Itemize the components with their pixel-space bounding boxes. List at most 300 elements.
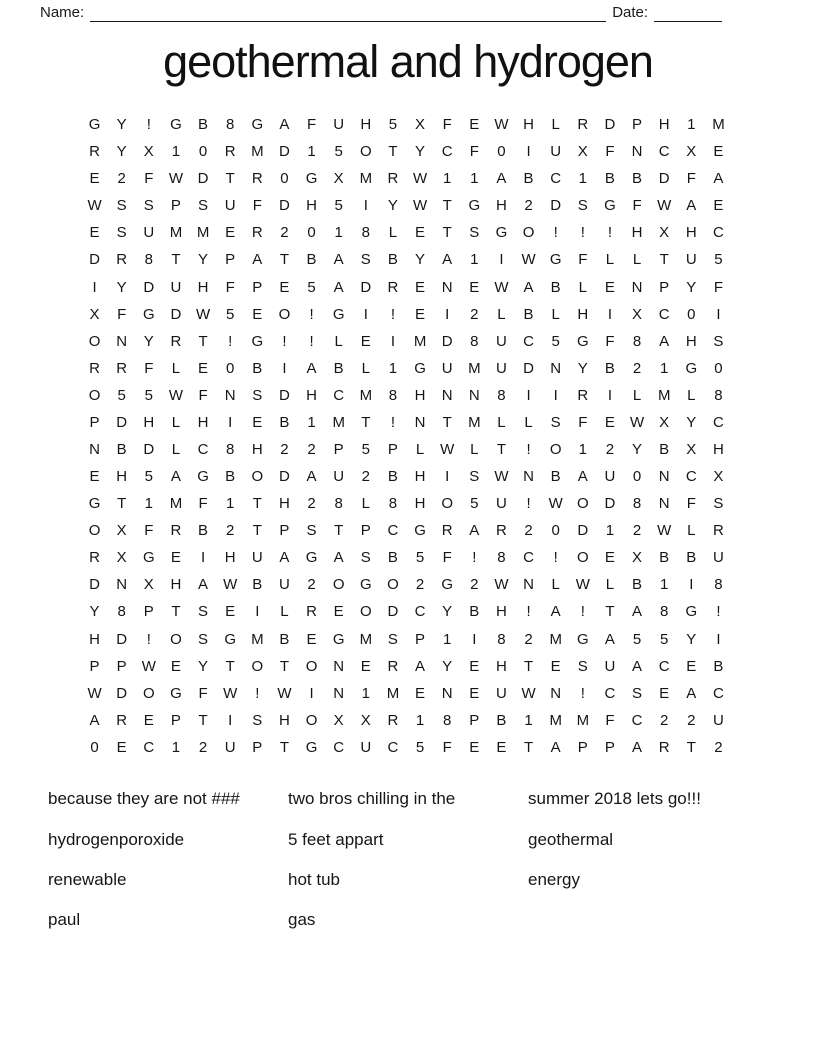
grid-cell: T xyxy=(523,738,534,756)
grid-cell: O xyxy=(251,657,264,675)
grid-cell: 8 xyxy=(632,495,642,513)
grid-cell: Y xyxy=(198,657,209,675)
grid-cell: R xyxy=(170,332,182,350)
grid-cell: O xyxy=(522,224,535,242)
grid-cell: F xyxy=(144,359,154,377)
grid-cell: 2 xyxy=(660,711,669,729)
grid-cell: 8 xyxy=(714,576,723,594)
grid-cell: 2 xyxy=(524,197,533,215)
grid-cell: D xyxy=(441,332,453,350)
grid-cell: R xyxy=(387,711,399,729)
grid-cell: D xyxy=(279,143,290,161)
grid-cell: I xyxy=(716,630,721,648)
grid-cell: X xyxy=(143,576,154,594)
grid-cell: ! xyxy=(390,413,396,431)
grid-cell: A xyxy=(469,522,480,540)
grid-cell: I xyxy=(716,305,721,323)
grid-cell: A xyxy=(523,278,534,296)
grid-cell: U xyxy=(441,359,453,377)
grid-cell: X xyxy=(116,522,127,540)
grid-cell: U xyxy=(713,549,724,567)
grid-cell: T xyxy=(279,738,290,756)
grid-cell: B xyxy=(116,440,127,458)
grid-cell: R xyxy=(306,603,317,621)
grid-cell: L xyxy=(171,440,181,458)
grid-cell: X xyxy=(360,711,371,729)
grid-cell: 1 xyxy=(171,143,181,161)
grid-cell: L xyxy=(361,359,370,377)
grid-cell: 2 xyxy=(361,468,370,486)
grid-cell: D xyxy=(143,440,155,458)
grid-cell: F xyxy=(144,170,154,188)
grid-cell: F xyxy=(306,116,317,134)
grid-cell: S xyxy=(116,224,127,242)
grid-cell: S xyxy=(306,522,317,540)
grid-cell: N xyxy=(468,386,480,404)
grid-cell: M xyxy=(386,684,400,702)
grid-cell: A xyxy=(415,657,426,675)
grid-cell: U xyxy=(550,143,562,161)
grid-cell: H xyxy=(197,278,209,296)
grid-cell: 5 xyxy=(226,305,235,323)
grid-cell: W xyxy=(521,684,536,702)
grid-cell: B xyxy=(713,657,724,675)
grid-cell: E xyxy=(225,603,236,621)
grid-cell: X xyxy=(415,116,426,134)
grid-cell: W xyxy=(223,684,238,702)
grid-cell: A xyxy=(333,549,344,567)
grid-cell: S xyxy=(713,495,724,513)
grid-cell: B xyxy=(604,359,615,377)
grid-cell: ! xyxy=(716,603,721,621)
grid-cell: P xyxy=(577,738,588,756)
grid-cell: 2 xyxy=(687,711,696,729)
grid-cell: 0 xyxy=(226,359,235,377)
grid-cell: 1 xyxy=(687,116,696,134)
grid-cell: 5 xyxy=(415,549,425,567)
grid-cell: Y xyxy=(116,143,127,161)
grid-cell: D xyxy=(279,386,290,404)
grid-cell: P xyxy=(170,711,181,729)
grid-cell: I xyxy=(200,549,206,567)
grid-cell: E xyxy=(469,278,480,296)
grid-cell: R xyxy=(658,738,670,756)
grid-cell: ! xyxy=(580,603,585,621)
grid-cell: H xyxy=(143,413,155,431)
grid-cell: S xyxy=(469,468,480,486)
grid-cell: P xyxy=(143,603,154,621)
grid-cell: A xyxy=(333,251,344,269)
grid-cell: A xyxy=(686,197,697,215)
grid-cell: 2 xyxy=(632,359,642,377)
grid-cell: W xyxy=(168,170,184,188)
grid-cell: I xyxy=(499,251,504,269)
grid-cell: G xyxy=(495,224,508,242)
grid-cell: F xyxy=(605,332,615,350)
grid-cell: 1 xyxy=(307,143,316,161)
grid-cell: 1 xyxy=(605,522,615,540)
grid-cell: E xyxy=(279,278,290,296)
grid-cell: I xyxy=(228,413,233,431)
grid-cell: N xyxy=(414,413,426,431)
grid-cell: R xyxy=(116,711,128,729)
grid-cell: F xyxy=(198,386,208,404)
grid-cell: B xyxy=(306,251,317,269)
grid-cell: H xyxy=(251,440,263,458)
grid-cell: I xyxy=(390,332,396,350)
grid-cell: D xyxy=(279,197,290,215)
grid-cell: B xyxy=(198,116,209,134)
grid-cell: U xyxy=(685,251,697,269)
grid-cell: I xyxy=(526,386,531,404)
grid-cell: C xyxy=(387,738,399,756)
grid-cell: C xyxy=(658,143,670,161)
grid-cell: 5 xyxy=(551,332,560,350)
grid-cell: W xyxy=(548,495,563,513)
grid-cell: S xyxy=(360,549,371,567)
grid-cell: B xyxy=(632,170,643,188)
grid-cell: M xyxy=(169,495,183,513)
grid-cell: 1 xyxy=(443,170,452,188)
grid-cell: Y xyxy=(632,440,643,458)
grid-cell: Y xyxy=(686,630,697,648)
grid-cell: E xyxy=(225,224,236,242)
grid-cell: 1 xyxy=(578,440,587,458)
grid-cell: E xyxy=(415,305,426,323)
grid-cell: O xyxy=(359,143,372,161)
grid-cell: 2 xyxy=(307,440,316,458)
grid-cell: L xyxy=(687,386,696,404)
grid-cell: O xyxy=(88,332,101,350)
grid-cell: P xyxy=(89,657,100,675)
grid-cell: X xyxy=(333,170,344,188)
grid-cell: D xyxy=(197,170,209,188)
grid-cell: E xyxy=(469,116,480,134)
grid-cell: O xyxy=(170,630,182,648)
grid-cell: M xyxy=(169,224,183,242)
grid-cell: F xyxy=(198,495,208,513)
grid-cell: 5 xyxy=(714,251,723,269)
grid-cell: 8 xyxy=(443,711,452,729)
grid-cell: I xyxy=(607,305,613,323)
grid-cell: L xyxy=(497,413,506,431)
grid-cell: P xyxy=(252,278,263,296)
grid-cell: C xyxy=(387,522,399,540)
grid-cell: C xyxy=(414,603,426,621)
grid-cell: N xyxy=(550,684,562,702)
name-label: Name: xyxy=(40,4,85,21)
grid-cell: Y xyxy=(116,278,127,296)
grid-cell: 0 xyxy=(497,143,506,161)
grid-cell: ! xyxy=(526,440,531,458)
grid-cell: O xyxy=(441,495,454,513)
grid-cell: I xyxy=(282,359,287,377)
grid-cell: L xyxy=(551,116,560,134)
grid-cell: M xyxy=(576,711,590,729)
grid-cell: B xyxy=(659,549,670,567)
grid-cell: A xyxy=(632,603,643,621)
grid-cell: X xyxy=(632,305,643,323)
grid-cell: N xyxy=(523,576,534,594)
grid-cell: 2 xyxy=(198,738,208,756)
grid-cell: D xyxy=(170,305,182,323)
grid-cell: F xyxy=(225,278,235,296)
grid-cell: M xyxy=(359,630,373,648)
grid-cell: F xyxy=(117,305,127,323)
grid-cell: W xyxy=(494,468,509,486)
grid-cell: E xyxy=(604,278,615,296)
grid-cell: E xyxy=(550,657,561,675)
grid-cell: R xyxy=(577,386,589,404)
grid-cell: 8 xyxy=(117,603,126,621)
grid-cell: F xyxy=(442,116,452,134)
grid-cell: W xyxy=(277,684,292,702)
grid-cell: N xyxy=(333,657,345,675)
grid-cell: N xyxy=(116,332,128,350)
grid-cell: C xyxy=(685,468,697,486)
grid-cell: N xyxy=(333,684,345,702)
grid-cell: 0 xyxy=(551,522,560,540)
grid-cell: U xyxy=(224,197,236,215)
grid-cell: R xyxy=(387,657,399,675)
grid-cell: 0 xyxy=(714,359,723,377)
word-list-item: summer 2018 lets go!!! xyxy=(528,789,701,809)
grid-cell: M xyxy=(332,413,345,431)
grid-cell: M xyxy=(251,143,264,161)
grid-cell: A xyxy=(659,332,670,350)
word-list-item: hydrogenporoxide xyxy=(48,829,185,849)
grid-cell: N xyxy=(224,386,236,404)
grid-cell: Y xyxy=(442,603,453,621)
grid-cell: 5 xyxy=(307,278,316,296)
grid-cell: A xyxy=(577,468,588,486)
grid-cell: E xyxy=(469,684,480,702)
grid-cell: X xyxy=(577,143,588,161)
grid-cell: O xyxy=(549,440,562,458)
grid-cell: B xyxy=(550,278,561,296)
grid-cell: B xyxy=(469,603,480,621)
grid-cell: H xyxy=(279,711,290,729)
grid-cell: F xyxy=(198,684,208,702)
grid-cell: 1 xyxy=(388,359,398,377)
grid-cell: M xyxy=(657,386,671,404)
grid-cell: P xyxy=(225,251,236,269)
grid-cell: M xyxy=(359,386,373,404)
grid-cell: 5 xyxy=(388,116,398,134)
grid-cell: G xyxy=(197,468,209,486)
grid-cell: Y xyxy=(577,359,588,377)
word-list-item: two bros chilling in the xyxy=(288,789,456,809)
grid-cell: T xyxy=(198,332,208,350)
grid-cell: A xyxy=(89,711,100,729)
grid-cell: 1 xyxy=(470,251,479,269)
grid-cell: E xyxy=(604,413,615,431)
grid-cell: T xyxy=(523,657,534,675)
grid-cell: W xyxy=(141,657,156,675)
grid-cell: G xyxy=(604,197,616,215)
grid-cell: U xyxy=(224,738,236,756)
grid-cell: A xyxy=(632,657,643,675)
grid-cell: R xyxy=(116,251,128,269)
grid-cell: S xyxy=(577,657,588,675)
grid-cell: P xyxy=(252,738,263,756)
grid-cell: S xyxy=(360,251,371,269)
grid-cell: 8 xyxy=(497,549,506,567)
grid-cell: F xyxy=(469,143,479,161)
grid-cell: G xyxy=(359,576,372,594)
grid-cell: W xyxy=(87,684,102,702)
grid-cell: P xyxy=(279,522,290,540)
grid-cell: 1 xyxy=(226,495,235,513)
word-list-item: energy xyxy=(528,869,580,889)
grid-cell: U xyxy=(279,576,290,594)
grid-cell: D xyxy=(116,684,128,702)
grid-cell: S xyxy=(252,386,263,404)
grid-cell: E xyxy=(469,738,480,756)
grid-cell: S xyxy=(469,224,480,242)
grid-cell: E xyxy=(496,738,507,756)
grid-cell: N xyxy=(523,468,534,486)
grid-cell: U xyxy=(496,359,507,377)
grid-cell: ! xyxy=(580,224,585,242)
grid-cell: H xyxy=(360,116,372,134)
grid-cell: M xyxy=(549,711,562,729)
grid-cell: M xyxy=(468,413,481,431)
grid-cell: P xyxy=(333,440,344,458)
grid-cell: D xyxy=(604,116,616,134)
grid-cell: G xyxy=(576,332,589,350)
grid-cell: T xyxy=(117,495,127,513)
grid-cell: L xyxy=(280,603,289,621)
grid-cell: X xyxy=(143,143,154,161)
grid-cell: Y xyxy=(686,278,697,296)
grid-cell: H xyxy=(685,332,697,350)
grid-cell: L xyxy=(551,305,560,323)
grid-cell: L xyxy=(334,332,343,350)
grid-cell: R xyxy=(713,522,724,540)
grid-cell: C xyxy=(713,684,724,702)
grid-cell: G xyxy=(441,576,454,594)
grid-cell: 5 xyxy=(361,440,370,458)
grid-cell: X xyxy=(686,143,697,161)
grid-cell: P xyxy=(89,413,100,431)
grid-cell: B xyxy=(252,359,263,377)
grid-cell: H xyxy=(685,224,697,242)
grid-cell: 1 xyxy=(334,224,343,242)
grid-cell: U xyxy=(604,468,616,486)
grid-cell: L xyxy=(632,251,642,269)
grid-cell: G xyxy=(414,359,426,377)
grid-cell: I xyxy=(472,630,477,648)
grid-cell: 2 xyxy=(524,630,533,648)
grid-cell: Y xyxy=(89,603,100,621)
grid-cell: C xyxy=(713,413,724,431)
grid-cell: X xyxy=(659,224,670,242)
word-list-column xyxy=(48,779,288,941)
grid-cell: H xyxy=(197,413,209,431)
grid-cell: I xyxy=(363,197,368,215)
grid-cell: B xyxy=(686,549,697,567)
grid-cell: 5 xyxy=(470,495,479,513)
grid-cell: B xyxy=(225,468,236,486)
grid-cell: 1 xyxy=(524,711,533,729)
grid-cell: ! xyxy=(146,116,151,134)
grid-cell: C xyxy=(631,711,643,729)
grid-cell: E xyxy=(713,143,724,161)
grid-cell: H xyxy=(577,305,589,323)
word-list-item: renewable xyxy=(48,869,127,889)
grid-cell: U xyxy=(170,278,182,296)
word-search-grid xyxy=(81,111,732,761)
grid-cell: U xyxy=(333,468,345,486)
grid-cell: M xyxy=(712,116,725,134)
grid-cell: D xyxy=(387,603,399,621)
grid-cell: A xyxy=(713,170,724,188)
grid-cell: E xyxy=(333,603,344,621)
grid-cell: I xyxy=(607,386,613,404)
grid-cell: L xyxy=(361,495,370,513)
grid-cell: M xyxy=(251,630,264,648)
grid-cell: C xyxy=(713,224,724,242)
grid-cell: B xyxy=(252,576,263,594)
grid-cell: O xyxy=(332,576,345,594)
grid-cell: L xyxy=(578,278,587,296)
grid-cell: I xyxy=(553,386,558,404)
grid-cell: I xyxy=(255,603,260,621)
grid-cell: T xyxy=(171,251,181,269)
grid-cell: 2 xyxy=(415,576,425,594)
grid-cell: D xyxy=(523,359,534,377)
grid-cell: R xyxy=(496,522,507,540)
grid-cell: T xyxy=(442,413,452,431)
grid-cell: 2 xyxy=(632,522,642,540)
grid-cell: 1 xyxy=(415,711,425,729)
page-title: geothermal and hydrogen xyxy=(163,36,653,87)
grid-cell: D xyxy=(360,278,372,296)
grid-cell: 5 xyxy=(117,386,126,404)
grid-cell: U xyxy=(496,684,507,702)
grid-cell: 1 xyxy=(660,576,669,594)
grid-cell: T xyxy=(659,251,669,269)
grid-cell: 0 xyxy=(280,170,289,188)
grid-cell: A xyxy=(198,576,209,594)
grid-cell: ! xyxy=(526,603,531,621)
grid-cell: X xyxy=(713,468,724,486)
grid-cell: A xyxy=(333,278,344,296)
grid-cell: E xyxy=(252,413,263,431)
grid-cell: 0 xyxy=(198,143,208,161)
grid-cell: 1 xyxy=(144,495,153,513)
grid-cell: 8 xyxy=(497,386,506,404)
grid-cell: ! xyxy=(146,630,151,648)
grid-cell: T xyxy=(252,495,262,513)
grid-cell: A xyxy=(632,738,643,756)
grid-cell: M xyxy=(196,224,210,242)
grid-cell: H xyxy=(713,440,724,458)
grid-cell: H xyxy=(414,386,426,404)
grid-cell: N xyxy=(116,576,128,594)
grid-cell: A xyxy=(306,359,317,377)
grid-cell: ! xyxy=(228,332,233,350)
grid-cell: O xyxy=(305,657,318,675)
grid-cell: 5 xyxy=(632,630,642,648)
grid-cell: P xyxy=(469,711,480,729)
grid-cell: 2 xyxy=(280,440,289,458)
grid-cell: S xyxy=(550,413,561,431)
grid-cell: D xyxy=(604,495,616,513)
grid-cell: N xyxy=(631,143,643,161)
grid-cell: ! xyxy=(580,684,585,702)
